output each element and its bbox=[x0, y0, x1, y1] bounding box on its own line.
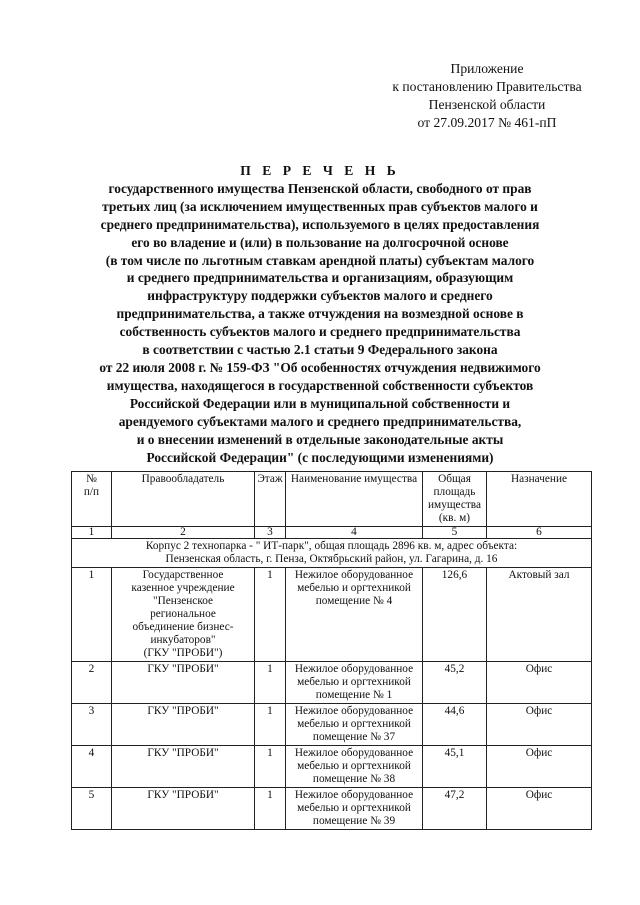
cell-area: 126,6 bbox=[423, 568, 487, 662]
cell-name bbox=[286, 662, 423, 704]
object-group-row bbox=[72, 539, 592, 568]
header-num-line: № bbox=[86, 473, 97, 485]
cell-name-line: Нежилое оборудованное bbox=[294, 747, 414, 759]
header-area-line: Общая bbox=[438, 473, 471, 485]
heading-line: Российской Федерации или в муниципальной собственности и bbox=[129, 395, 511, 411]
heading-line: государственного имущества Пензенской области, свободного от прав bbox=[108, 180, 532, 196]
heading-line: инфраструктуру поддержки субъектов малого и среднего bbox=[147, 288, 493, 304]
heading-line: в соответствии с частью 2.1 статьи 9 Федерального закона bbox=[142, 342, 498, 358]
column-index-row bbox=[72, 527, 592, 539]
cell-num: 3 bbox=[72, 704, 112, 746]
cell-holder-line: "Пензенское bbox=[152, 595, 214, 607]
cell-name-line: мебелью и оргтехникой bbox=[297, 718, 411, 730]
table-row bbox=[72, 788, 592, 830]
cell-holder: ГКУ "ПРОБИ" bbox=[112, 788, 255, 830]
cell-holder-line: казенное учреждение bbox=[131, 582, 235, 594]
heading-line: Российской Федерации" (с последующими изменениями) bbox=[146, 449, 494, 465]
column-index: 5 bbox=[423, 527, 487, 539]
cell-purpose: Офис bbox=[487, 704, 592, 746]
cell-purpose: Актовый зал bbox=[487, 568, 592, 662]
header-area-line: имущества bbox=[428, 499, 481, 511]
header-area-line: (кв. м) bbox=[438, 512, 471, 524]
object-group-cell bbox=[72, 539, 592, 568]
cell-num: 5 bbox=[72, 788, 112, 830]
heading-line: (в том числе по льготным ставкам арендной платы) субъектам малого bbox=[105, 252, 535, 268]
cell-name-line: мебелью и оргтехникой bbox=[297, 802, 411, 814]
column-index: 4 bbox=[286, 527, 423, 539]
heading-line: предпринимательства, а также отчуждения на возмездной основе в bbox=[116, 306, 524, 322]
heading-line: и среднего предпринимательства и организациям, образующим bbox=[126, 270, 514, 286]
cell-floor: 1 bbox=[255, 746, 286, 788]
document-heading bbox=[70, 162, 570, 466]
cell-holder: ГКУ "ПРОБИ" bbox=[112, 662, 255, 704]
header-holder: Правообладатель bbox=[112, 472, 255, 527]
cell-name-line: помещение № 38 bbox=[312, 773, 396, 785]
header-purpose: Назначение bbox=[487, 472, 592, 527]
column-index: 3 bbox=[255, 527, 286, 539]
cell-name-line: Нежилое оборудованное bbox=[294, 789, 414, 801]
column-index: 2 bbox=[112, 527, 255, 539]
cell-name-line: помещение № 37 bbox=[312, 731, 396, 743]
cell-num: 4 bbox=[72, 746, 112, 788]
cell-floor: 1 bbox=[255, 788, 286, 830]
cell-name bbox=[286, 746, 423, 788]
cell-area: 45,1 bbox=[423, 746, 487, 788]
table-row bbox=[72, 662, 592, 704]
cell-num: 1 bbox=[72, 568, 112, 662]
cell-name bbox=[286, 788, 423, 830]
header-name: Наименование имущества bbox=[286, 472, 423, 527]
table-header-row bbox=[72, 472, 592, 527]
header-floor: Этаж bbox=[255, 472, 286, 527]
header-num-line: п/п bbox=[83, 486, 100, 498]
heading-line: собственность субъектов малого и среднего предпринимательства bbox=[119, 324, 521, 340]
table-row bbox=[72, 746, 592, 788]
cell-floor: 1 bbox=[255, 704, 286, 746]
table-row bbox=[72, 568, 592, 662]
cell-area: 44,6 bbox=[423, 704, 487, 746]
header-num bbox=[72, 472, 112, 527]
heading-line: среднего предпринимательства), используемого в целях предоставления bbox=[100, 216, 540, 232]
cell-name-line: помещение № 1 bbox=[315, 689, 393, 701]
cell-area: 47,2 bbox=[423, 788, 487, 830]
cell-name-line: мебелью и оргтехникой bbox=[297, 582, 411, 594]
cell-floor: 1 bbox=[255, 662, 286, 704]
cell-name-line: мебелью и оргтехникой bbox=[297, 676, 411, 688]
object-group-line: Пензенская область, г. Пенза, Октябрьский район, ул. Гагарина, д. 16 bbox=[165, 553, 498, 565]
appendix-line: Приложение bbox=[450, 61, 524, 76]
heading-line: и о внесении изменений в отдельные законодательные акты bbox=[136, 431, 504, 447]
appendix-line: к постановлению Правительства bbox=[392, 79, 582, 94]
cell-num: 2 bbox=[72, 662, 112, 704]
cell-holder bbox=[112, 568, 255, 662]
cell-name-line: Нежилое оборудованное bbox=[294, 705, 414, 717]
appendix-block bbox=[384, 60, 590, 132]
table-row bbox=[72, 704, 592, 746]
cell-name-line: Нежилое оборудованное bbox=[294, 569, 414, 581]
cell-name-line: Нежилое оборудованное bbox=[294, 663, 414, 675]
cell-holder: ГКУ "ПРОБИ" bbox=[112, 746, 255, 788]
header-area-line: площадь bbox=[433, 486, 476, 498]
cell-holder-line: инкубаторов" bbox=[150, 634, 216, 646]
cell-holder-line: (ГКУ "ПРОБИ") bbox=[143, 647, 223, 659]
cell-name-line: помещение № 4 bbox=[315, 595, 393, 607]
heading-line: арендуемого субъектами малого и среднего предпринимательства, bbox=[118, 413, 522, 429]
appendix-line: Пензенской области bbox=[428, 97, 546, 112]
cell-purpose: Офис bbox=[487, 788, 592, 830]
document-title: П Е Р Е Ч Е Н Ь bbox=[240, 163, 400, 178]
cell-holder: ГКУ "ПРОБИ" bbox=[112, 704, 255, 746]
column-index: 1 bbox=[72, 527, 112, 539]
object-group-line: Корпус 2 технопарка - " ИТ-парк", общая площадь 2896 кв. м, адрес объекта: bbox=[145, 540, 518, 552]
column-index: 6 bbox=[487, 527, 592, 539]
cell-holder-line: Государственное bbox=[142, 569, 224, 581]
cell-area: 45,2 bbox=[423, 662, 487, 704]
header-area bbox=[423, 472, 487, 527]
cell-name bbox=[286, 568, 423, 662]
cell-name-line: помещение № 39 bbox=[312, 815, 396, 827]
cell-holder-line: объединение бизнес- bbox=[132, 621, 234, 633]
heading-line: имущества, находящегося в государственной собственности субъектов bbox=[106, 377, 534, 393]
cell-purpose: Офис bbox=[487, 662, 592, 704]
cell-name-line: мебелью и оргтехникой bbox=[297, 760, 411, 772]
heading-line: от 22 июля 2008 г. № 159-ФЗ "Об особенностях отчуждения недвижимого bbox=[99, 359, 541, 375]
cell-floor: 1 bbox=[255, 568, 286, 662]
cell-holder-line: региональное bbox=[150, 608, 216, 620]
cell-name bbox=[286, 704, 423, 746]
heading-line: третьих лиц (за исключением имущественных прав субъектов малого и bbox=[102, 198, 538, 214]
property-table bbox=[71, 471, 592, 830]
heading-line: его во владение и (или) в пользование на долгосрочной основе bbox=[131, 234, 509, 250]
appendix-line: от 27.09.2017 № 461-пП bbox=[417, 115, 557, 130]
cell-purpose: Офис bbox=[487, 746, 592, 788]
